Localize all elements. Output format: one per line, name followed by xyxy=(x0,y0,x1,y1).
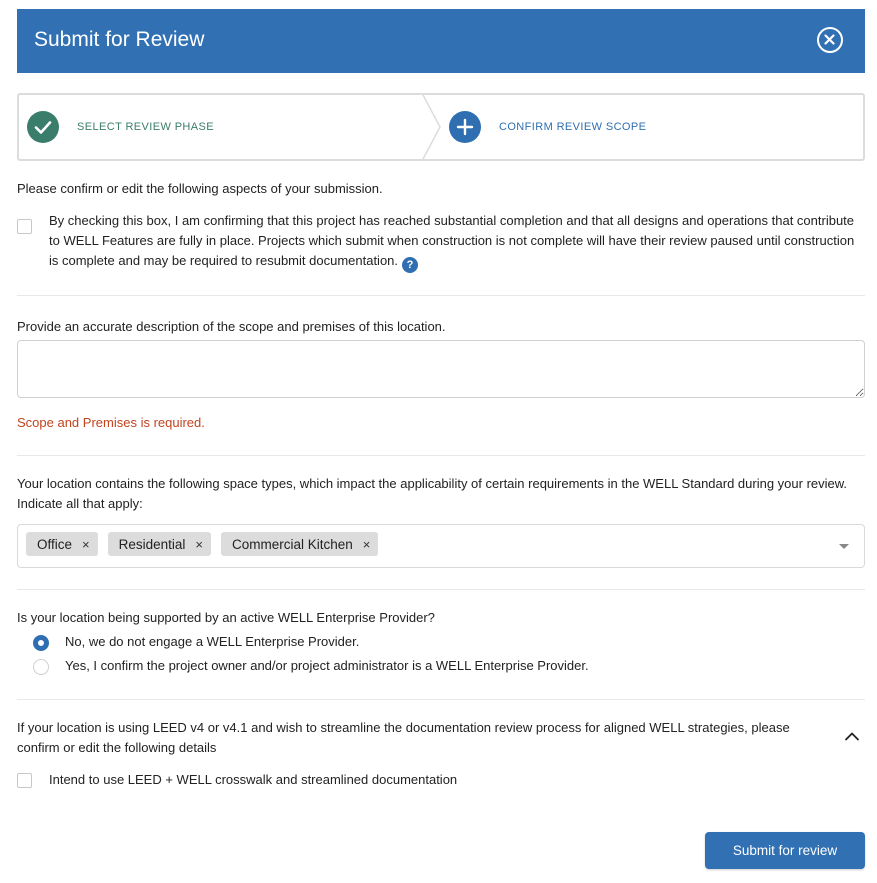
space-types-label: Your location contains the following space types, which impact the applicability of certain requirements in the WELL Standard during your review. Indicate all that apply: xyxy=(17,476,848,511)
step-label: SELECT REVIEW PHASE xyxy=(77,121,214,133)
step-current-badge xyxy=(449,111,481,143)
completion-text: By checking this box, I am confirming that this project has reached substantial completion and that all designs and operations that contribute to WELL Features are fully in place. Projects which submit when construction is not complete will have their review paused until construction is complete and may be required to resubmit documentation. xyxy=(49,213,855,268)
close-button[interactable] xyxy=(817,27,843,53)
tag-label: Commercial Kitchen xyxy=(232,536,353,552)
tag-label: Residential xyxy=(118,536,186,552)
chevron-up-icon[interactable] xyxy=(844,730,860,742)
tag-label: Office xyxy=(37,536,73,552)
remove-tag-icon[interactable]: × xyxy=(82,536,90,552)
remove-tag-icon[interactable]: × xyxy=(195,536,203,552)
modal-header xyxy=(17,9,865,73)
leed-crosswalk-checkbox[interactable] xyxy=(17,773,32,788)
space-type-tag-office xyxy=(26,532,98,556)
scope-label: Provide an accurate description of the scope and premises of this location. xyxy=(17,319,446,334)
step-label: CONFIRM REVIEW SCOPE xyxy=(499,121,647,133)
scope-premises-textarea[interactable] xyxy=(17,340,865,398)
submit-for-review-button[interactable]: Submit for review xyxy=(705,832,865,869)
space-type-tag-commercial-kitchen xyxy=(221,532,378,556)
completion-checkbox[interactable] xyxy=(17,219,32,234)
radio-no-enterprise-provider[interactable] xyxy=(33,635,49,651)
modal-title: Submit for Review xyxy=(34,28,205,51)
remove-tag-icon[interactable]: × xyxy=(362,536,371,552)
enterprise-question: Is your location being supported by an active WELL Enterprise Provider? xyxy=(17,610,435,625)
intro-text: Please confirm or edit the following aspects of your submission. xyxy=(17,181,383,196)
leed-question: If your location is using LEED v4 or v4.1 and wish to streamline the documentation review process for aligned WELL strategies, please confirm or edit the following details xyxy=(17,720,790,755)
space-types-select[interactable] xyxy=(17,524,865,568)
question-icon[interactable]: ? xyxy=(402,257,418,273)
scope-error-message: Scope and Premises is required. xyxy=(17,415,205,430)
section-divider xyxy=(17,589,865,590)
caret-down-icon[interactable] xyxy=(839,544,849,549)
radio-label: No, we do not engage a WELL Enterprise Provider. xyxy=(65,634,360,649)
leed-crosswalk-label: Intend to use LEED + WELL crosswalk and streamlined documentation xyxy=(49,772,458,787)
radio-label: Yes, I confirm the project owner and/or project administrator is a WELL Enterprise Provider. xyxy=(65,658,589,673)
section-divider xyxy=(17,455,865,456)
step-confirm-review-scope[interactable] xyxy=(449,95,646,159)
step-select-review-phase[interactable] xyxy=(27,95,214,159)
checkmark-icon xyxy=(27,111,59,143)
radio-yes-enterprise-provider[interactable] xyxy=(33,659,49,675)
space-type-tag-residential xyxy=(108,532,211,556)
step-divider-chevron xyxy=(421,93,445,161)
section-divider xyxy=(17,699,865,700)
review-stepper xyxy=(17,93,865,161)
close-icon xyxy=(824,34,835,45)
completion-statement xyxy=(49,211,859,273)
step-complete-badge xyxy=(27,111,59,143)
section-divider xyxy=(17,295,865,296)
plus-icon xyxy=(449,111,481,143)
